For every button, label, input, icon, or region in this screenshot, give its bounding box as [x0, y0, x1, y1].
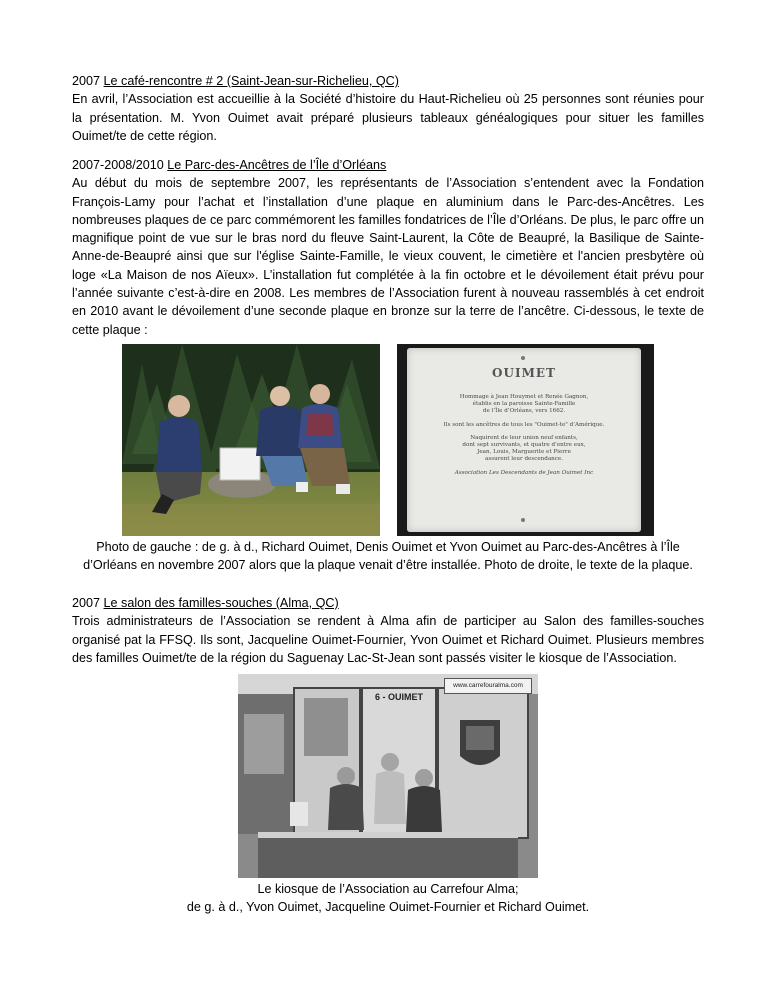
plaque-line: dont sept survivants, et quatre d’entre eux, [462, 442, 586, 449]
photo-three-men [122, 344, 380, 536]
section-year: 2007 [72, 74, 101, 88]
screw-icon [521, 356, 525, 360]
section-cafe-rencontre [72, 72, 704, 145]
plaque-signature: Association Les Descendants de Jean Ouimet Inc [454, 469, 594, 476]
booth-banner: www.carrefouralma.com [444, 678, 532, 694]
photo-kiosque-alma [238, 674, 538, 878]
plaque-line: établis en la paroisse Sainte-Famille [472, 401, 576, 408]
plaque-text [417, 394, 631, 477]
caption-line: Photo de gauche : de g. à d., Richard Ouimet, Denis Ouimet et Yvon Ouimet au Parc-des-Ancêtres à l’Île [96, 540, 680, 554]
booth-sign: 6 - OUIMET [374, 692, 423, 702]
section-parc-des-ancetres [72, 156, 704, 339]
section-heading [72, 156, 704, 174]
plaque-line: de l’Île d’Orléans, vers 1662. [482, 408, 566, 415]
caption-line: Le kiosque de l’Association au Carrefour Alma; [257, 882, 519, 896]
section-heading [72, 594, 704, 612]
photo-caption-kiosque [60, 880, 716, 917]
plaque-name: OUIMET [492, 366, 556, 380]
plaque-line: Naquirent de leur union neuf enfants, [470, 434, 578, 441]
section-paragraph: En avril, l’Association est accueillie à la Société d’histoire du Haut-Richelieu où 25 personnes sont réunies pour la présentation. M. Yvon Ouimet avait préparé plusieurs tableaux généalogiques pour situer les familles Ouimet/te de cette région. [72, 92, 704, 143]
plaque-surface [407, 348, 641, 532]
section-title: Le Parc-des-Ancêtres de l’Île d’Orléans [167, 158, 387, 172]
section-paragraph: Au début du mois de septembre 2007, les représentants de l’Association s’entendent avec la Fondation François-Lamy pour l’achat et l’installation d’une plaque en aluminium dans le Parc-des-Ancêtres. Les nombreuses plaques de ce parc commémorent les familles fondatrices de l’Île d’Orléans. De plus, le parc offre un magnifique point de vue sur le bras nord du fleuve Saint-Laurent, la Côte de Beaupré, la Basilique de Sainte-Anne-de-Beaupré ainsi que sur l'église Sainte-Famille, le vieux couvent, le cimetière et l'ancien presbytère où loge «La Maison de nos Aïeux». L’installation fut complétée à la fin octobre et le dévoilement était prévu pour l’année suivante c’est-à-dire en 2008. Les membres de l’Association furent à nouveau rassemblés à cet endroit en 2010 avant le dévoilement d’une seconde plaque en bronze sur la terre de l’ancêtre. Ci-dessous, le texte de cette plaque : [72, 176, 704, 337]
photo-caption-parc [60, 538, 716, 575]
plaque-line: Jean, Louis, Marguerite et Pierre [477, 449, 571, 456]
section-paragraph: Trois administrateurs de l’Association se rendent à Alma afin de participer au Salon des familles-souches organisé pat la FFSQ. Ils sont, Jacqueline Ouimet-Fournier, Yvon Ouimet et Richard Ouimet. Plusieurs membres des familles Ouimet/te de la région du Saguenay Lac-St-Jean sont passés visiter le kiosque de l’Association. [72, 614, 704, 665]
section-salon-familles-souches [72, 594, 704, 667]
section-title: Le salon des familles-souches (Alma, QC) [103, 596, 339, 610]
photo-booth-scene [238, 674, 538, 878]
section-title: Le café-rencontre # 2 (Saint-Jean-sur-Richelieu, QC) [103, 74, 399, 88]
plaque-line: Ils sont les ancêtres de tous les "Ouimet-te" d’Amérique. [443, 421, 605, 428]
section-year: 2007-2008/2010 [72, 158, 164, 172]
photo-parc-des-ancetres [122, 344, 380, 536]
section-heading [72, 72, 704, 90]
plaque-line: Hommage à Jean Houymet et Renée Gagnon, [459, 394, 589, 400]
caption-line: de g. à d., Yvon Ouimet, Jacqueline Ouimet-Fournier et Richard Ouimet. [186, 900, 590, 915]
plaque-line: assurent leur descendance. [485, 456, 563, 463]
screw-icon [521, 518, 525, 522]
section-year: 2007 [72, 596, 101, 610]
caption-line: d’Orléans en novembre 2007 alors que la plaque venait d’être installée. Photo de droite, le texte de la plaque. [83, 558, 693, 573]
photo-plaque [397, 344, 654, 536]
